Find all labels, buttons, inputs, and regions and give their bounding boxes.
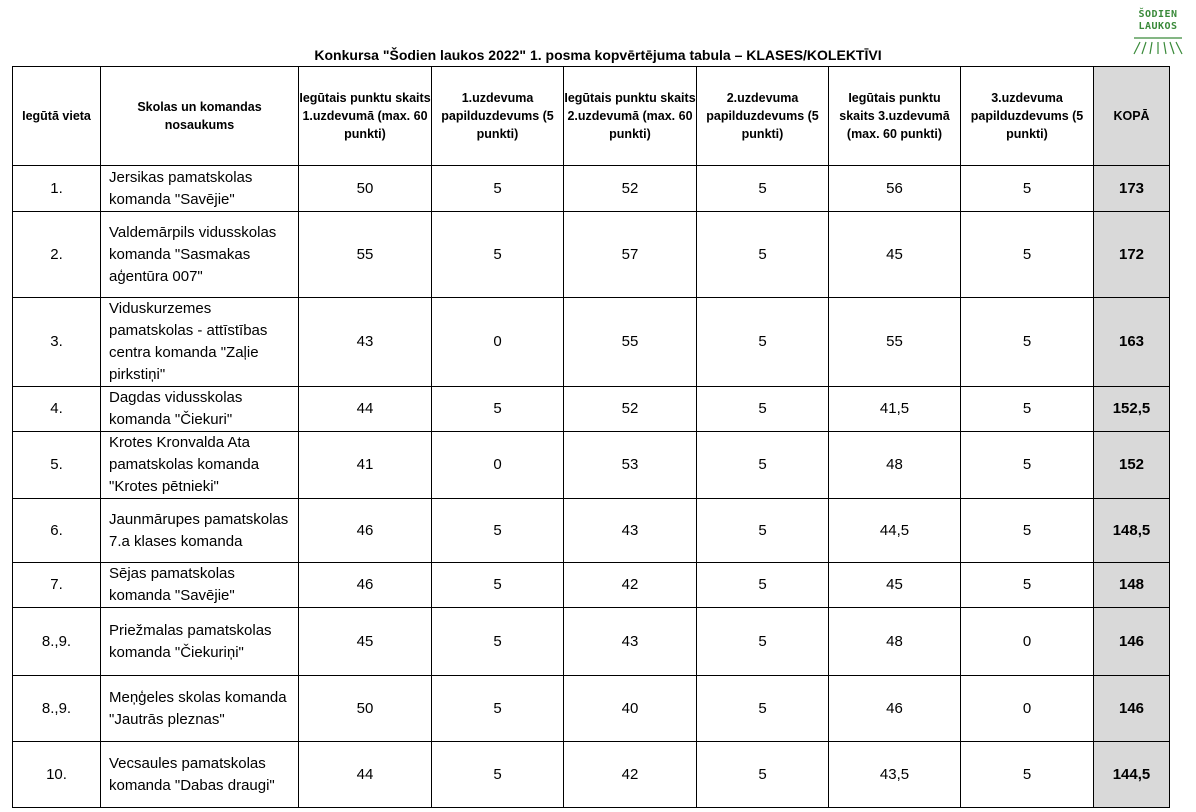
table-row <box>13 676 1170 742</box>
header-row <box>13 67 1170 166</box>
col-header-team: Skolas un komandas nosaukums <box>101 67 299 166</box>
cell-task2-points: 42 <box>564 563 697 608</box>
col-header-task1-points: Iegūtais punktu skaits 1.uzdevumā (max. 60 punkti) <box>299 67 432 166</box>
cell-team-name: Priežmalas pamatskolas komanda "Čiekuriņi" <box>101 608 299 676</box>
col-header-task3-points: Iegūtais punktu skaits 3.uzdevumā (max. 60 punkti) <box>829 67 961 166</box>
cell-task2-points: 57 <box>564 212 697 298</box>
cell-place: 2. <box>13 212 101 298</box>
cell-total: 148,5 <box>1094 499 1170 563</box>
cell-place: 6. <box>13 499 101 563</box>
cell-place: 8.,9. <box>13 608 101 676</box>
cell-task3-points: 44,5 <box>829 499 961 563</box>
cell-task2-points: 55 <box>564 298 697 387</box>
table-title: Konkursa "Šodien laukos 2022" 1. posma kopvērtējuma tabula – KLASES/KOLEKTĪVI <box>314 47 882 63</box>
cell-task2-extra: 5 <box>697 166 829 212</box>
cell-total: 152,5 <box>1094 387 1170 432</box>
cell-task1-extra: 5 <box>432 212 564 298</box>
cell-task2-extra: 5 <box>697 212 829 298</box>
col-header-total: KOPĀ <box>1094 67 1170 166</box>
logo-line2: LAUKOS <box>1138 21 1178 32</box>
cell-task3-points: 48 <box>829 432 961 499</box>
cell-task3-points: 48 <box>829 608 961 676</box>
table-row <box>13 742 1170 808</box>
cell-task1-extra: 5 <box>432 742 564 808</box>
cell-task2-extra: 5 <box>697 298 829 387</box>
cell-task2-points: 53 <box>564 432 697 499</box>
cell-total: 148 <box>1094 563 1170 608</box>
cell-task2-points: 52 <box>564 166 697 212</box>
cell-task2-extra: 5 <box>697 742 829 808</box>
cell-task1-extra: 0 <box>432 298 564 387</box>
cell-team-name: Viduskurzemes pamatskolas - attīstības centra komanda "Zaļie pirkstiņi" <box>101 298 299 387</box>
cell-task3-extra: 0 <box>961 608 1094 676</box>
cell-task2-points: 40 <box>564 676 697 742</box>
cell-task1-extra: 0 <box>432 432 564 499</box>
cell-total: 173 <box>1094 166 1170 212</box>
cell-task1-points: 50 <box>299 676 432 742</box>
cell-task1-points: 41 <box>299 432 432 499</box>
cell-task2-extra: 5 <box>697 563 829 608</box>
table-row <box>13 432 1170 499</box>
cell-total: 152 <box>1094 432 1170 499</box>
cell-task3-extra: 5 <box>961 298 1094 387</box>
cell-task1-points: 44 <box>299 742 432 808</box>
cell-task3-points: 43,5 <box>829 742 961 808</box>
cell-task1-extra: 5 <box>432 387 564 432</box>
cell-task3-extra: 5 <box>961 499 1094 563</box>
cell-task1-extra: 5 <box>432 563 564 608</box>
logo-line1: ŠODIEN <box>1138 9 1178 20</box>
cell-team-name: Krotes Kronvalda Ata pamatskolas komanda "Krotes pētnieki" <box>101 432 299 499</box>
cell-place: 1. <box>13 166 101 212</box>
cell-task2-extra: 5 <box>697 432 829 499</box>
col-header-task2-points: Iegūtais punktu skaits 2.uzdevumā (max. 60 punkti) <box>564 67 697 166</box>
col-header-place: Iegūtā vieta <box>13 67 101 166</box>
cell-task1-extra: 5 <box>432 608 564 676</box>
table-row <box>13 387 1170 432</box>
cell-task1-points: 46 <box>299 563 432 608</box>
cell-task2-points: 42 <box>564 742 697 808</box>
cell-team-name: Jaunmārupes pamatskolas 7.a klases komanda <box>101 499 299 563</box>
cell-task2-points: 43 <box>564 499 697 563</box>
cell-task1-points: 45 <box>299 608 432 676</box>
cell-team-name: Meņģeles skolas komanda "Jautrās pleznas" <box>101 676 299 742</box>
cell-task3-points: 45 <box>829 212 961 298</box>
cell-place: 8.,9. <box>13 676 101 742</box>
table-row <box>13 499 1170 563</box>
cell-task1-extra: 5 <box>432 676 564 742</box>
cell-place: 3. <box>13 298 101 387</box>
cell-task1-extra: 5 <box>432 166 564 212</box>
cell-task3-extra: 5 <box>961 742 1094 808</box>
cell-task2-extra: 5 <box>697 676 829 742</box>
cell-total: 146 <box>1094 608 1170 676</box>
table-row <box>13 563 1170 608</box>
cell-place: 5. <box>13 432 101 499</box>
cell-task1-points: 55 <box>299 212 432 298</box>
col-header-task3-extra: 3.uzdevuma papilduzdevums (5 punkti) <box>961 67 1094 166</box>
results-table <box>12 66 1170 808</box>
cell-total: 146 <box>1094 676 1170 742</box>
cell-task2-extra: 5 <box>697 499 829 563</box>
cell-total: 144,5 <box>1094 742 1170 808</box>
cell-task3-extra: 5 <box>961 387 1094 432</box>
cell-task3-extra: 0 <box>961 676 1094 742</box>
table-row <box>13 608 1170 676</box>
cell-total: 163 <box>1094 298 1170 387</box>
cell-task1-extra: 5 <box>432 499 564 563</box>
table-row <box>13 298 1170 387</box>
cell-team-name: Jersikas pamatskolas komanda "Savējie" <box>101 166 299 212</box>
cell-task1-points: 44 <box>299 387 432 432</box>
cell-task1-points: 46 <box>299 499 432 563</box>
cell-task1-points: 43 <box>299 298 432 387</box>
cell-task3-points: 56 <box>829 166 961 212</box>
cell-task3-extra: 5 <box>961 432 1094 499</box>
table-row <box>13 212 1170 298</box>
cell-team-name: Valdemārpils vidusskolas komanda "Sasmakas aģentūra 007" <box>101 212 299 298</box>
cell-total: 172 <box>1094 212 1170 298</box>
cell-place: 4. <box>13 387 101 432</box>
cell-task2-points: 52 <box>564 387 697 432</box>
table-row <box>13 166 1170 212</box>
cell-task2-extra: 5 <box>697 387 829 432</box>
cell-task2-points: 43 <box>564 608 697 676</box>
cell-task3-points: 45 <box>829 563 961 608</box>
cell-task3-points: 41,5 <box>829 387 961 432</box>
col-header-task1-extra: 1.uzdevuma papilduzdevums (5 punkti) <box>432 67 564 166</box>
cell-task2-extra: 5 <box>697 608 829 676</box>
cell-task3-extra: 5 <box>961 212 1094 298</box>
cell-task1-points: 50 <box>299 166 432 212</box>
cell-team-name: Dagdas vidusskolas komanda "Čiekuri" <box>101 387 299 432</box>
cell-task3-points: 55 <box>829 298 961 387</box>
cell-task3-points: 46 <box>829 676 961 742</box>
cell-task3-extra: 5 <box>961 166 1094 212</box>
cell-place: 10. <box>13 742 101 808</box>
cell-task3-extra: 5 <box>961 563 1094 608</box>
cell-team-name: Vecsaules pamatskolas komanda "Dabas draugi" <box>101 742 299 808</box>
cell-team-name: Sējas pamatskolas komanda "Savējie" <box>101 563 299 608</box>
cell-place: 7. <box>13 563 101 608</box>
col-header-task2-extra: 2.uzdevuma papilduzdevums (5 punkti) <box>697 67 829 166</box>
